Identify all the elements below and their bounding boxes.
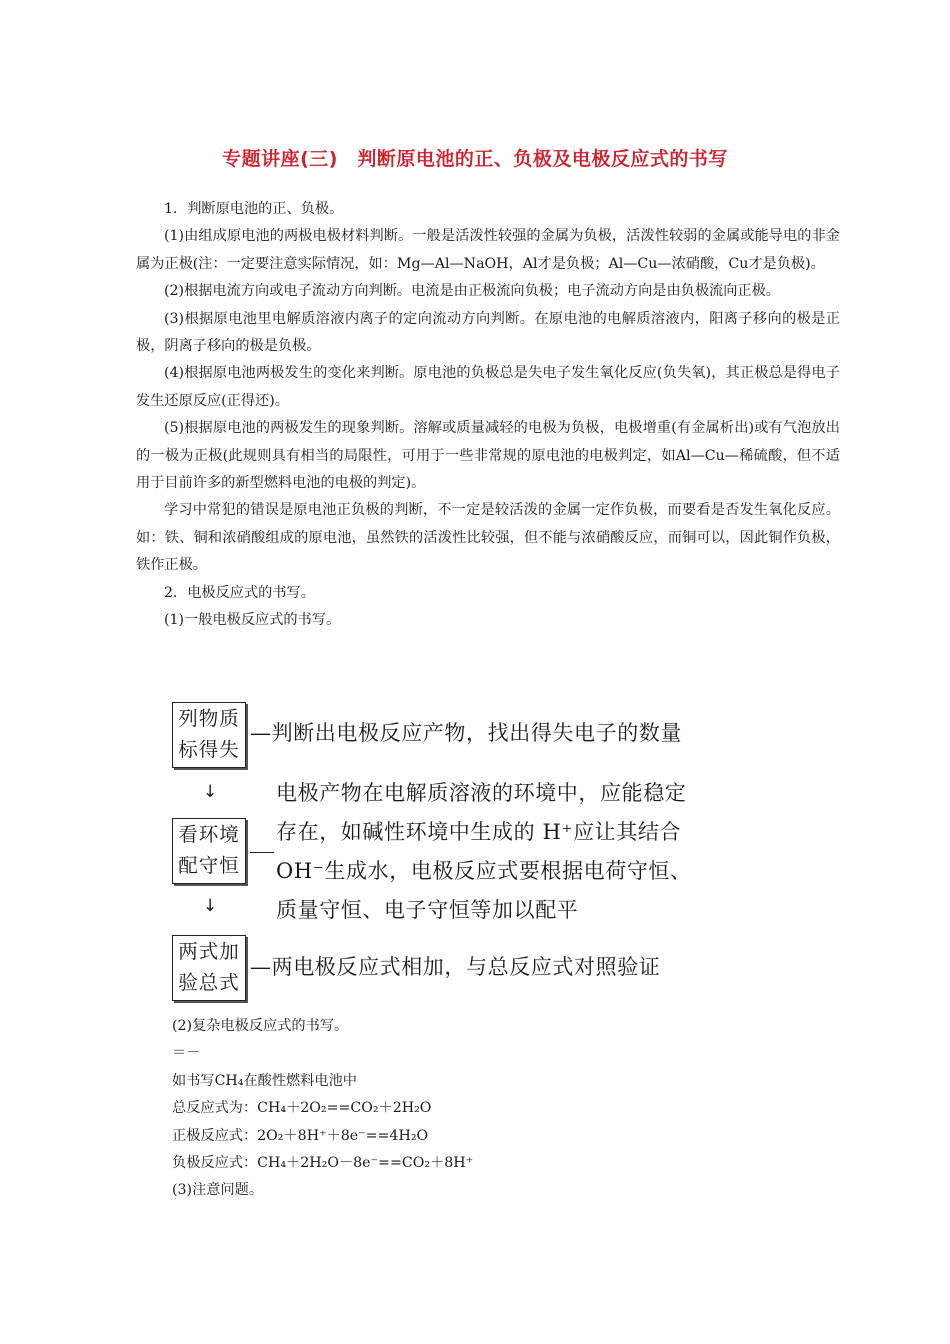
down-arrow-icon: ↓ (203, 896, 218, 916)
step-description: —判断出电极反应产物，找出得失电子的数量 (250, 721, 682, 745)
flow-diagram (172, 700, 732, 1005)
page-title: 专题讲座(三) 判断原电池的正、负极及电极反应式的书写 (222, 148, 728, 170)
complex-equations-section (172, 1013, 473, 1205)
paragraph: (4)根据原电池两极发生的变化来判断。原电池的负极总是失电子发生氧化反应(负失氧)，其正极总是得电子发生还原反应(正得还)。 (136, 365, 840, 409)
step-box (172, 702, 246, 768)
step-description: —两电极反应式相加，与总反应式对照验证 (250, 955, 661, 979)
step-label: 列物质 (178, 707, 240, 730)
paragraph: 学习中常犯的错误是原电池正负极的判断，不一定是较活泼的金属一定作负极，而要看是否发生氧化反应。如：铁、铜和浓硝酸组成的原电池，虽然铁的活泼性比较强，但不能与浓硝酸反应，而铜可以，因此铜作负极，铁作正极。 (136, 502, 840, 574)
step-label: 标得失 (178, 738, 240, 761)
paragraph: (2)根据电流方向或电子流动方向判断。电流是由正极流向负极；电子流动方向是由负极流向正极。 (164, 283, 780, 300)
equation: CH₄＋2O₂==CO₂＋2H₂O (257, 1100, 432, 1117)
section-heading: 1．判断原电池的正、负极。 (164, 201, 344, 217)
step-label: 验总式 (178, 971, 240, 994)
step-description-line: 电极产物在电解质溶液的环境中，应能稳定 (276, 781, 687, 805)
paragraph: (1)由组成原电池的两极电极材料判断。一般是活泼性较强的金属为负极，活泼性较弱的金属或能导电的非金属为正极(注：一定要注意实际情况，如：Mg—Al—NaOH，Al才是负极；Al—Cu—浓硝酸，Cu才是负极)。 (136, 228, 840, 272)
down-arrow-icon: ↓ (203, 782, 218, 802)
paragraph: (3)根据原电池里电解质溶液内离子的定向流动方向判断。在原电池的电解质溶液内，阳离子移向的极是正极，阴离子移向的极是负极。 (136, 310, 840, 355)
step-description-line: 存在，如碱性环境中生成的 H⁺应让其结合 (276, 820, 682, 844)
positive-equation (172, 1123, 473, 1150)
subsection-heading: (2)复杂电极反应式的书写。 (172, 1018, 349, 1034)
equation: 2O₂＋8H⁺＋8e⁻==4H₂O (257, 1127, 429, 1144)
step-box (172, 935, 246, 1001)
total-equation (172, 1095, 473, 1122)
section-heading: 2．电极反应式的书写。 (164, 584, 315, 601)
example-intro: 如书写CH₄在酸性燃料电池中 (172, 1072, 357, 1089)
equation-label: 总反应式为： (172, 1100, 258, 1117)
connector-dash (250, 852, 274, 853)
equation-fragment: ＝－ (172, 1045, 201, 1062)
negative-equation (172, 1150, 473, 1177)
paragraph: (5)根据原电池的两极发生的现象判断。溶解或质量减轻的电极为负极，电极增重(有金属析出)或有气泡放出的一极为正极(此规则具有相当的局限性，可用于一些非常规的原电池的电极判定，如Al—Cu—稀硫酸，但不适用于目前许多的新型燃料电池的电极的判定)。 (136, 420, 840, 492)
step-description-line: OH⁻生成水，电极反应式要根据电荷守恒、 (276, 859, 692, 883)
equation: CH₄＋2H₂O－8e⁻==CO₂＋8H⁺ (257, 1155, 474, 1172)
section-1 (136, 196, 840, 635)
equation-label: 正极反应式： (172, 1127, 258, 1144)
subsection-heading: (1)一般电极反应式的书写。 (164, 612, 341, 629)
step-label: 两式加 (178, 940, 240, 963)
step-description-line: 质量守恒、电子守恒等加以配平 (276, 898, 579, 922)
step-box (172, 818, 246, 884)
subsection-heading: (3)注意问题。 (172, 1182, 264, 1199)
equation-label: 负极反应式： (172, 1155, 258, 1172)
step-label: 看环境 (178, 823, 240, 846)
step-label: 配守恒 (178, 854, 240, 877)
